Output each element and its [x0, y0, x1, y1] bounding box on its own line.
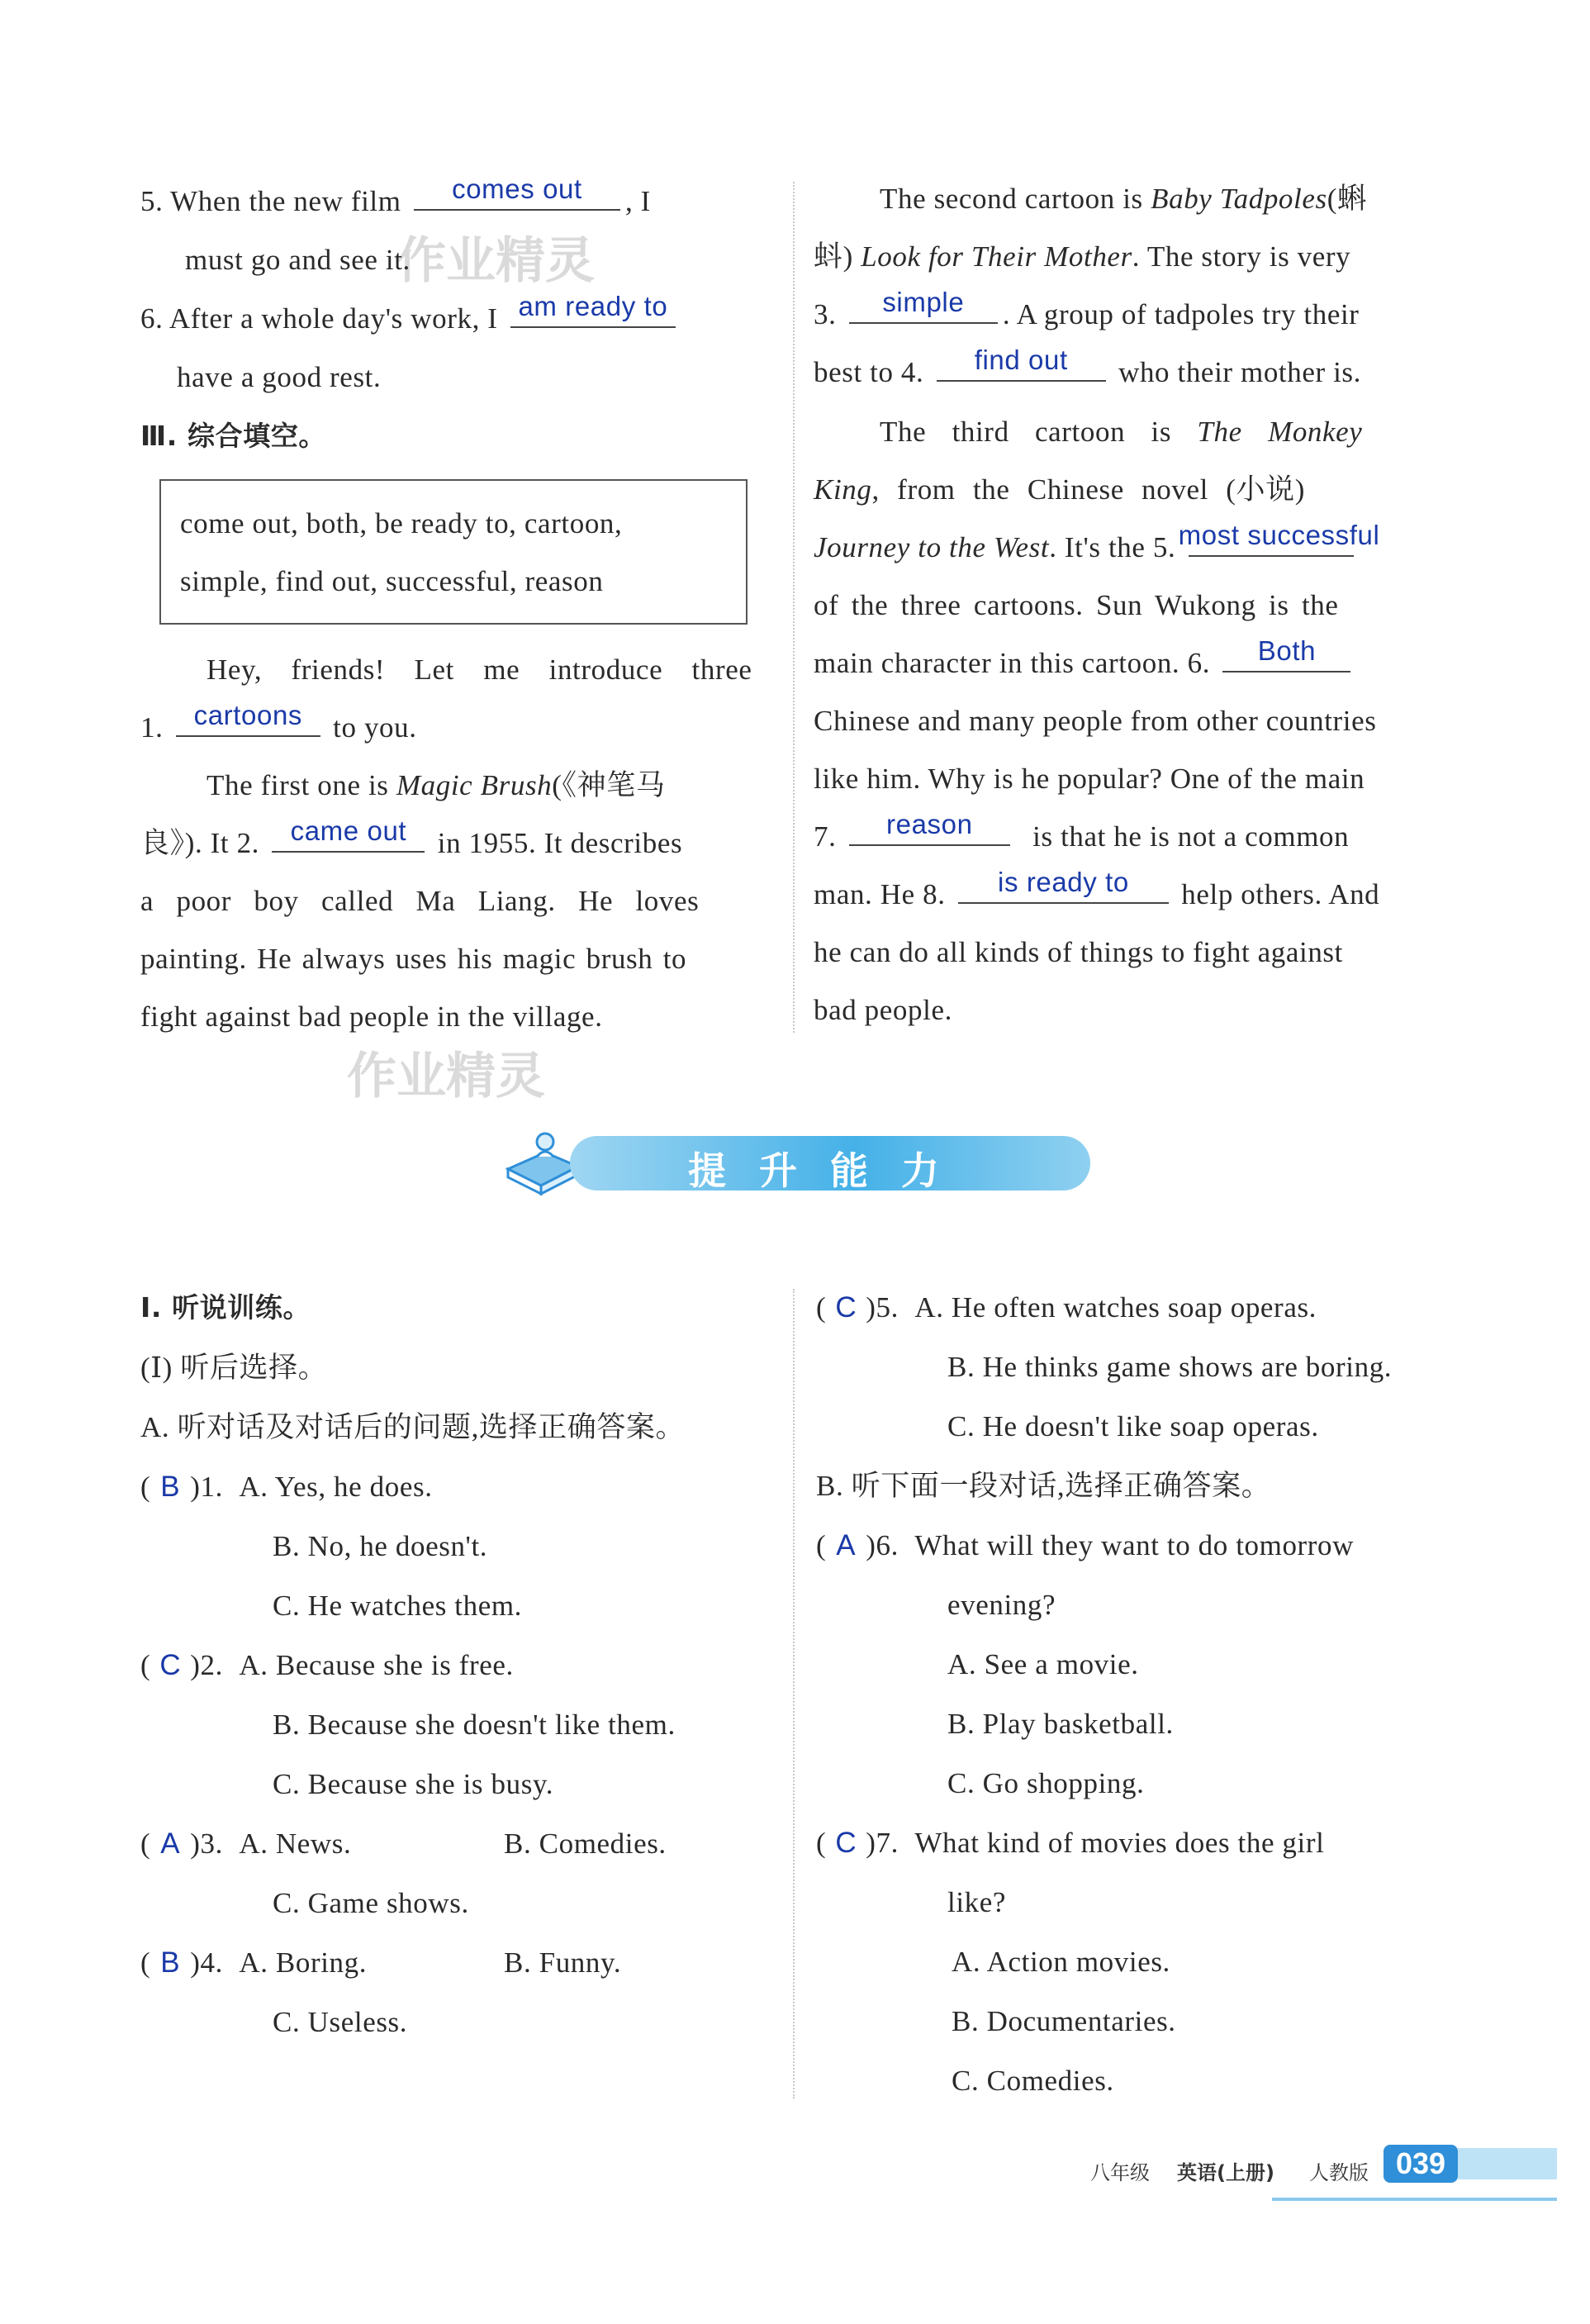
page-number: 039 — [1384, 2145, 1458, 2183]
blank-number: 3. — [814, 298, 837, 330]
question-5 — [140, 172, 651, 230]
option-a: A. Boring. — [239, 1946, 368, 1979]
footer-subject: 英语(上册) — [1177, 2161, 1274, 2184]
paragraph-line — [814, 865, 1379, 924]
paragraph-line: painting. He always uses his magic brush to — [140, 943, 687, 975]
answer-q6: am ready to — [518, 291, 668, 321]
section-banner — [570, 1136, 1090, 1191]
question-3: ( A )3. A. News. — [140, 1814, 351, 1873]
answer-2: came out — [290, 815, 407, 846]
answer-q7: C — [835, 1827, 857, 1859]
option-c: C. Game shows. — [273, 1887, 469, 1919]
paragraph-text: (蝌 — [1327, 183, 1367, 215]
section-1-title: Ⅰ. 听说训练。 — [140, 1291, 311, 1324]
blank-q6[interactable] — [510, 293, 676, 328]
paragraph-line — [880, 169, 1367, 228]
option-a: A. See a movie. — [947, 1648, 1139, 1680]
cartoon-title: King — [814, 473, 872, 506]
q5-continued: must go and see it. — [185, 244, 411, 276]
column-divider — [793, 1289, 795, 2098]
question-1: ( B )1. A. Yes, he does. — [140, 1457, 433, 1516]
paragraph-line — [880, 402, 1362, 461]
question-number: )3. — [190, 1827, 223, 1860]
option-c: C. Useless. — [273, 2006, 408, 2038]
option-a: A. Yes, he does. — [239, 1471, 433, 1503]
answer-q2: C — [159, 1649, 182, 1681]
paragraph-line: Chinese and many people from other countries — [814, 705, 1377, 737]
question-stem: What will they want to do tomorrow — [914, 1529, 1355, 1561]
answer-q5: C — [835, 1291, 857, 1324]
footer-line — [1272, 2198, 1557, 2201]
answer-q3: A — [160, 1827, 181, 1860]
answer-8: is ready to — [998, 867, 1129, 897]
q6-continued: have a good rest. — [177, 361, 382, 393]
paragraph-line: fight against bad people in the village. — [140, 1000, 603, 1033]
question-number: )4. — [190, 1946, 223, 1979]
option-c: C. Because she is busy. — [273, 1768, 554, 1800]
question-4: ( B )4. A. Boring. — [140, 1933, 367, 1992]
blank-6[interactable] — [1222, 635, 1350, 672]
paragraph-line: he can do all kinds of things to fight against — [814, 936, 1343, 968]
banner-title: 提升能力 — [688, 1148, 972, 1193]
q5-text: 5. When the new film — [140, 185, 401, 217]
paragraph-text: (《神笔马 — [552, 769, 666, 801]
option-b: B. No, he doesn't. — [273, 1530, 488, 1562]
cartoon-title: Magic Brush — [396, 769, 553, 801]
column-divider — [793, 182, 795, 1033]
blank-7[interactable] — [849, 811, 1010, 846]
option-c: C. He watches them. — [273, 1590, 523, 1622]
paragraph-line: a poor boy called Ma Liang. He loves — [140, 885, 700, 917]
blank-4[interactable] — [937, 347, 1106, 382]
part-b-instructions: B. 听下面一段对话,选择正确答案。 — [816, 1470, 1271, 1502]
paragraph-text: man. He 8. — [814, 878, 946, 910]
paragraph-line: of the three cartoons. Sun Wukong is the — [814, 589, 1339, 621]
paragraph-line — [814, 285, 1360, 344]
option-b: B. Because she doesn't like them. — [273, 1709, 676, 1741]
option-c: C. Go shopping. — [947, 1767, 1145, 1799]
paragraph-text: who their mother is. — [1118, 356, 1361, 388]
watermark: 作业精灵 — [347, 1048, 545, 1105]
q5-text-end: , I — [624, 185, 651, 217]
answer-6: Both — [1257, 635, 1317, 666]
blank-number: 1. — [140, 711, 164, 744]
option-a: A. Action movies. — [952, 1946, 1170, 1978]
paragraph-line — [814, 807, 1349, 866]
cartoon-title: The Monkey — [1197, 416, 1363, 448]
paragraph-line — [140, 814, 682, 872]
question-7: ( C )7. What kind of movies does the girl — [816, 1813, 1324, 1872]
question-number: )5. — [866, 1291, 899, 1324]
answer-q5: comes out — [452, 173, 582, 204]
cartoon-title: Baby Tadpoles — [1151, 183, 1327, 215]
paragraph-text: help others. And — [1181, 878, 1380, 910]
paragraph-text: is that he is not a common — [1032, 820, 1350, 853]
question-stem: like? — [947, 1886, 1007, 1918]
blank-q5[interactable] — [414, 173, 620, 211]
question-number: )6. — [866, 1529, 899, 1561]
option-b: B. Comedies. — [504, 1827, 667, 1860]
section-3-title: Ⅲ. 综合填空。 — [140, 420, 327, 452]
option-a: A. He often watches soap operas. — [914, 1291, 1317, 1324]
paragraph-text: The second cartoon is — [880, 183, 1151, 215]
paragraph-text: The third cartoon is — [880, 416, 1198, 448]
blank-1[interactable] — [176, 702, 320, 737]
paragraph-line: like him. Why is he popular? One of the main — [814, 763, 1365, 795]
blank-2[interactable] — [272, 815, 425, 853]
paragraph-line: bad people. — [814, 994, 952, 1026]
question-number: )1. — [190, 1471, 223, 1503]
paragraph-text: main character in this cartoon. 6. — [814, 647, 1211, 679]
option-a: A. News. — [239, 1827, 352, 1860]
answer-q4: B — [160, 1946, 181, 1979]
paragraph-text: 蚪) — [814, 240, 853, 273]
paragraph-text: The first one is — [206, 769, 396, 801]
cartoon-title: Look for Their Mother — [852, 240, 1132, 273]
footer-edition: 人教版 — [1309, 2161, 1369, 2184]
question-6: ( A )6. What will they want to do tomorrow — [816, 1516, 1354, 1575]
option-b: B. He thinks game shows are boring. — [947, 1351, 1393, 1383]
question-stem: evening? — [947, 1589, 1056, 1621]
question-6 — [140, 289, 681, 348]
option-b: B. Play basketball. — [947, 1708, 1174, 1740]
question-number: )2. — [190, 1649, 223, 1681]
answer-q6: A — [836, 1529, 857, 1561]
blank-number: 7. — [814, 820, 837, 853]
paragraph-line — [814, 518, 1380, 577]
answer-1: cartoons — [193, 700, 302, 730]
paragraph-line — [814, 634, 1355, 692]
question-5: ( C )5. A. He often watches soap operas. — [816, 1278, 1317, 1337]
paragraph-text: 良》). It 2. — [140, 827, 260, 859]
answer-4: find out — [974, 345, 1068, 375]
answer-q1: B — [160, 1471, 181, 1503]
paragraph-line — [140, 698, 417, 757]
q6-text: 6. After a whole day's work, I — [140, 302, 498, 335]
part-a-instructions: A. 听对话及对话后的问题,选择正确答案。 — [140, 1411, 686, 1443]
option-a: A. Because she is free. — [239, 1649, 514, 1681]
paragraph-line — [814, 460, 1305, 519]
paragraph-line: Hey, friends! Let me introduce three — [206, 653, 752, 686]
answer-7: reason — [886, 809, 973, 839]
novel-title: Journey to the West — [814, 531, 1050, 563]
word-box-line-2: simple, find out, successful, reason — [180, 565, 604, 597]
footer-decoration — [1458, 2148, 1557, 2179]
paragraph-text: in 1955. It describes — [437, 827, 683, 859]
subsection-title: (Ⅰ) 听后选择。 — [140, 1352, 328, 1384]
question-number: )7. — [866, 1827, 899, 1859]
paragraph-text: . A group of tadpoles try their — [1002, 298, 1360, 330]
paragraph-text: to you. — [333, 711, 417, 744]
paragraph-text: . It's the 5. — [1049, 531, 1176, 563]
paragraph-text: . The story is very — [1132, 240, 1351, 273]
option-c: C. Comedies. — [952, 2065, 1114, 2097]
question-2: ( C )2. A. Because she is free. — [140, 1636, 514, 1694]
watermark: 作业精灵 — [396, 232, 595, 290]
answer-3: simple — [882, 287, 965, 317]
footer-grade: 八年级 — [1090, 2161, 1150, 2184]
blank-3[interactable] — [849, 289, 998, 324]
paragraph-text: best to 4. — [814, 356, 924, 388]
paragraph-text: , from the Chinese novel (小说) — [871, 473, 1306, 506]
option-b: B. Funny. — [504, 1946, 622, 1979]
answer-5: most successful — [1178, 520, 1380, 550]
paragraph-line — [814, 343, 1361, 402]
question-stem: What kind of movies does the girl — [914, 1827, 1325, 1859]
paragraph-line — [206, 756, 665, 815]
word-box-line-1: come out, both, be ready to, cartoon, — [180, 507, 623, 539]
option-b: B. Documentaries. — [952, 2005, 1176, 2037]
blank-8[interactable] — [958, 869, 1169, 904]
option-c: C. He doesn't like soap operas. — [947, 1410, 1319, 1442]
paragraph-line — [814, 227, 1350, 286]
blank-5[interactable] — [1178, 520, 1380, 557]
